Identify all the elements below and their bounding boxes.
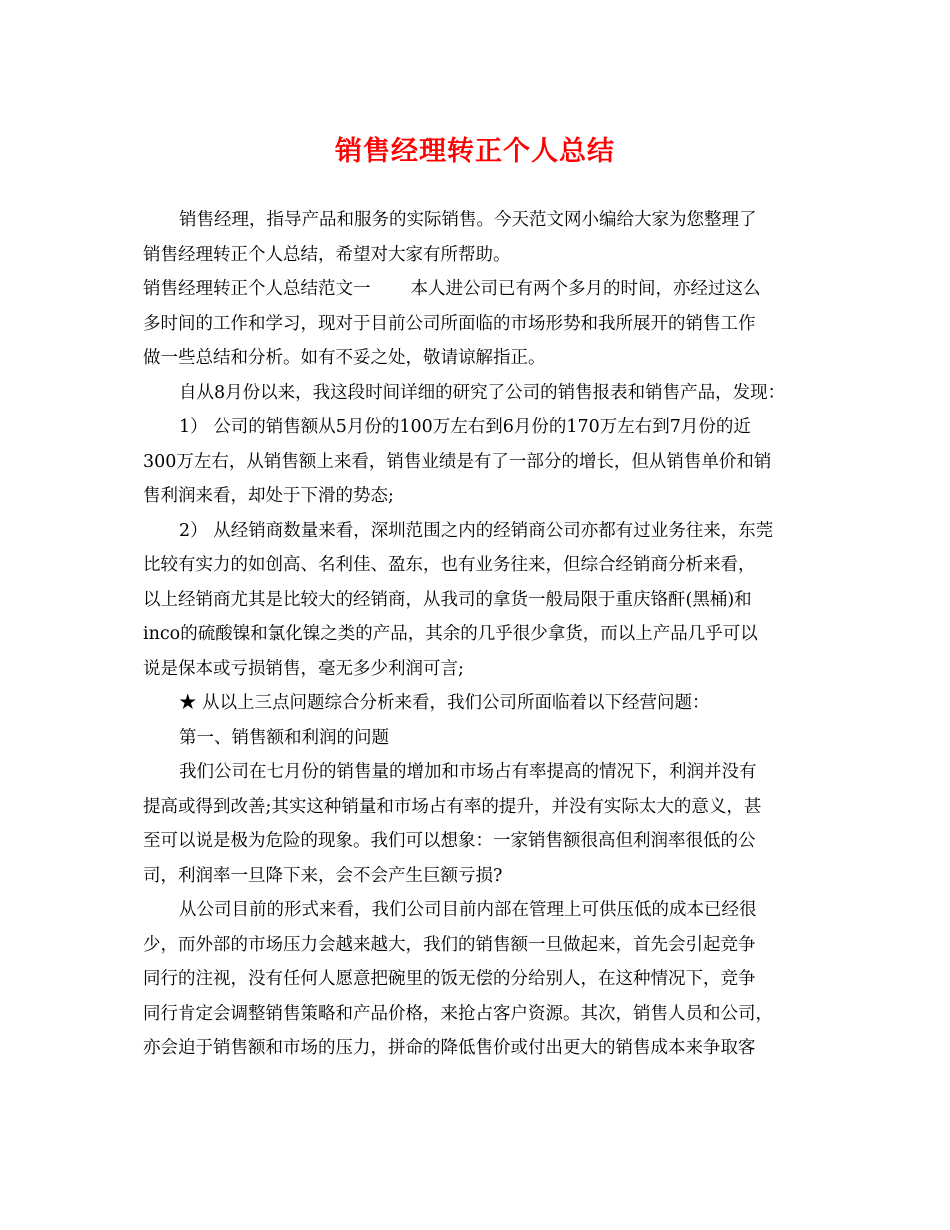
text-line: 亦会迫于销售额和市场的压力，拼命的降低售价或付出更大的销售成本来争取客 [143,1038,756,1058]
text-line: 提高或得到改善;其实这种销量和市场占有率的提升，并没有实际太大的意义，甚 [143,796,762,817]
text-line: inco的硫酸镍和氯化镍之类的产品，其余的几乎很少拿货，而以上产品几乎可以 [143,624,758,644]
text-line: 做一些总结和分析。如有不妥之处，敬请谅解指正。 [143,348,546,368]
text-line: 2） 从经销商数量来看，深圳范围之内的经销商公司亦都有过业务往来，东莞 [179,520,774,541]
section-heading-inline: 销售经理转正个人总结范文一 [143,279,371,299]
text-line: 多时间的工作和学习，现对于目前公司所面临的市场形势和我所展开的销售工作 [143,313,756,334]
text-line: 比较有实力的如创高、名利佳、盈东，也有业务往来，但综合经销商分析来看， [143,555,756,575]
text-line: 以上经销商尤其是比较大的经销商，从我司的拿货一般局限于重庆铬酐(黑桶)和 [143,589,752,610]
text-line: 至可以说是极为危险的现象。我们可以想象：一家销售额很高但利润率很低的公 [143,831,756,851]
text-line: 自从8月份以来，我这段时间详细的研究了公司的销售报表和销售产品，发现： [179,382,786,403]
text-line: 同行的注视，没有任何人愿意把碗里的饭无偿的分给别人，在这种情况下，竞争 [143,969,756,989]
document-body [143,203,813,1066]
text-line: ★ 从以上三点问题综合分析来看，我们公司所面临着以下经营问题： [179,693,710,713]
text-line: 销售经理，指导产品和服务的实际销售。今天范文网小编给大家为您整理了 [179,210,757,230]
text-line: 1） 公司的销售额从5月份的100万左右到6月份的170万左右到7月份的近 [179,417,751,437]
text-line: 销售经理转正个人总结，希望对大家有所帮助。 [143,244,511,265]
text-line: 从公司目前的形式来看，我们公司目前内部在管理上可供压低的成本已经很 [179,900,757,920]
text-line: 司，利润率一旦降下来，会不会产生巨额亏损? [143,865,503,886]
document-title: 销售经理转正个人总结 [335,136,615,167]
text-line: 少，而外部的市场压力会越来越大，我们的销售额一旦做起来，首先会引起竞争 [143,934,756,955]
text-line: 第一、销售额和利润的问题 [179,727,389,748]
paragraph-start-inline: 本人进公司已有两个多月的时间，亦经过这么 [410,279,761,299]
text-line: 售利润来看，却处于下滑的势态; [143,486,394,506]
text-line: 300万左右，从销售额上来看，销售业绩是有了一部分的增长，但从销售单价和销 [143,451,772,472]
text-line: 我们公司在七月份的销售量的增加和市场占有率提高的情况下，利润并没有 [179,762,757,782]
text-line: 同行肯定会调整销售策略和产品价格，来抢占客户资源。其次，销售人员和公司， [143,1003,773,1024]
text-line-with-continuation [143,272,813,307]
text-line: 说是保本或亏损销售，毫无多少利润可言; [143,658,464,679]
